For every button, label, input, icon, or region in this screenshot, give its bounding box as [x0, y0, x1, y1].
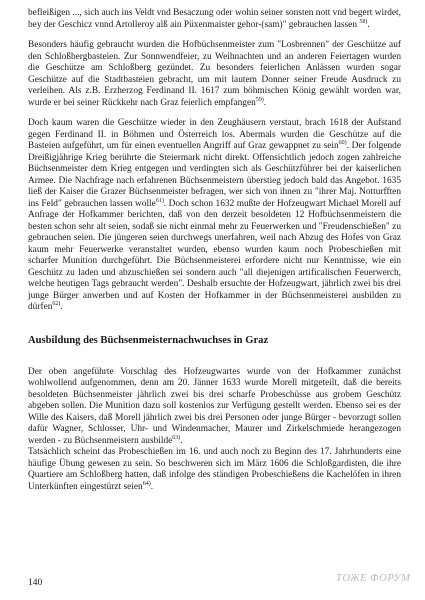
paragraph-3: Doch kaum waren die Geschütze wieder in den Zeughäusern verstaut, brach 1618 der Aufstand gegen Ferdinand II. in Böhmen und Österreich los. Abermals wurden die Geschütze auf die Basteien aufgeführt, um für einen eventuellen Angriff auf Graz gewappnet zu sein$^{60)}$. Der folgende Dreißigjährige Krieg berührte die Steiermark nicht direkt. Offensichtlich jedoch zogen zahlreiche Büchsenmeister dem Krieg entgegen und verdingten sich als Geschützführer bei der kaiserlichen Armee. Die Nachfrage nach erfahrenen Büchsenmeistern überstieg jedoch bald das Angebot. 1635 ließ der Kaiser die Grazer Büchsenmeister befragen, wer sich von ihnen zu "ihrer Maj. Notturfften ins Feld" gebrauchen lassen wolle$^{61)}$. Doch schon 1632 mußte der Hofzeugwart Michael Morell auf Anfrage der Hofkammer berichten, daß von den derzeit besoldeten 12 Hofbüchsenmeistern die besten schon sehr alt seien, sodaß sie nicht einmal mehr zu Feuerwerken und "Freudenschießen" zu gebrauchen seien. Die jüngeren seien durchwegs unerfahren, weil nach Abzug des Hofes von Graz kaum mehr Feuerwerke veranstaltet wurden, ebenso wurden kaum noch Probeschießen mit scharfer Munition durchgeführt. Die Büchsenmeisterei erfordere nicht nur Kenntnisse, wie ein Geschütz zu laden und abzuschießen sei sondern auch "all diejenigen artificalischen Feuerwerch, welche heutigen Tags gebraucht werden". Deshalb ersuchte der Hofzeugwart, jährlich zwei bis drei junge Bürger anwerben und auf Kosten der Hofkammer in der Büchsenmeisterei ausbilden zu dürfen$^{62)}$. — [28, 118, 402, 312]
page-number: 140 — [28, 578, 43, 588]
footnote-ref-62: 62) — [52, 300, 61, 307]
footnote-ref-63: 63) — [172, 434, 181, 441]
footnote-ref-59: 59) — [255, 96, 264, 103]
footnote-ref-58: 58) — [359, 18, 368, 25]
footnote-ref-61: 61) — [155, 197, 164, 204]
watermark: ТОЖЕ ФОРУМ — [336, 573, 411, 584]
footnote-ref-60: 60) — [338, 139, 347, 146]
footnote-ref-64: 64) — [142, 480, 151, 487]
document-page — [28, 8, 401, 493]
section-heading: Ausbildung des Büchsenmeisternachwuchses in Graz — [28, 334, 269, 346]
paragraph-5: Tatsächlich scheint das Probeschießen im 16. und auch noch zu Beginn des 17. Jahrhunderts eine häufige Übung gewesen zu sein. So beschweren sich im März 1606 die Schloßgardisten, die ihre Quartiere am Schloßberg hatten, daß infolge des ständigen Probeschießens die Kachelöfen in ihren Unterkünften eingestürzt seien$^{64)}$. — [28, 447, 401, 492]
paragraph-1: befleißigen ..., sich auch ins Veldt vnd Besaczung oder wohin seiner sonsten nott vnd begert wirdet, bey der Geschicz vnnd Artolleroy alß ain Püxenmaister gehor-(sam)" gebrauchen lassen $^{58)}$. — [28, 8, 401, 30]
paragraph-2: Besonders häufig gebraucht wurden die Hofbüchsenmeister zum "Losbrennen" der Geschütze auf den Schloßbergbasteien. Zur Sonnwendfeier, zu Weihnachten und an anderen Feiertagen wurden die Geschütze am Schloßberg gezündet. Zu besonders feierlichen Anlässen wurden sogar Geschütze auf die Stadtbasteien gebracht, um mit lautem Donner seiner Freude Ausdruck zu verleihen. Als z.B. Erzherzog Ferdinand II. 1617 zum böhmischen König gewählt worden war, wurde er bei seiner Rückkehr nach Graz feierlich empfangen$^{59)}$. — [28, 40, 401, 108]
paragraph-4: Der oben angeführte Vorschlag des Hofzeugwartes wurde von der Hofkammer zunächst wohlwollend aufgenommen, denn am 20. Jänner 1633 wurde Morell mitgeteilt, daß die bereits besoldeten Büchsenmeister jährlich zwei bis drei scharfe Probeschüsse aus grobem Geschütz abgeben sollen. Die Munition dazu soll kostenlos zur Verfügung gestellt werden. Ebenso sei es der Wille des Kaisers, daß Morell jährlich zwei bis drei Personen oder junge Bürger - bevorzugt sollen dafür Wagner, Schlosser, Uhr- und Windenmacher, Maurer und Zirkelschmiede herangezogen werden - zu Büchsenmeistern ausbilde$^{63)}$. — [28, 366, 401, 446]
